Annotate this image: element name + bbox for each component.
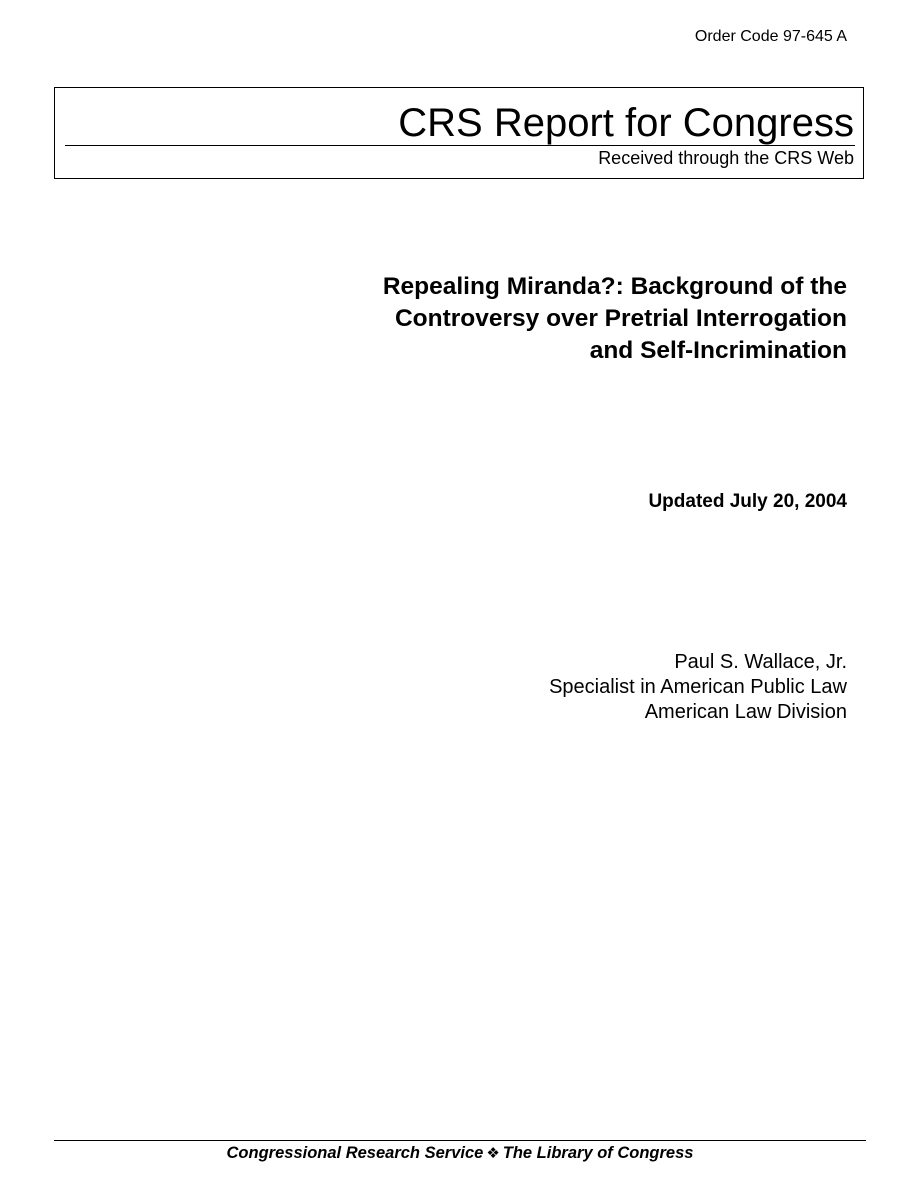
report-series-title: CRS Report for Congress xyxy=(398,101,854,145)
report-title-line: Repealing Miranda?: Background of the xyxy=(382,273,847,300)
order-code: Order Code 97-645 A xyxy=(694,28,847,45)
footer-library: The Library of Congress xyxy=(502,1144,694,1162)
diamond-icon: ❖ xyxy=(486,1145,500,1162)
report-title xyxy=(383,271,847,367)
report-title-line: Controversy over Pretrial Interrogation xyxy=(394,305,847,332)
report-title-line: and Self-Incrimination xyxy=(589,337,847,364)
report-series-subtitle: Received through the CRS Web xyxy=(598,148,854,168)
author-block xyxy=(549,650,847,725)
footer-publisher: Congressional Research Service xyxy=(226,1144,484,1162)
header-divider xyxy=(65,145,855,146)
author-name: Paul S. Wallace, Jr. xyxy=(674,651,847,673)
author-position: Specialist in American Public Law xyxy=(549,676,847,698)
footer xyxy=(0,1143,920,1164)
author-division: American Law Division xyxy=(644,701,847,723)
footer-divider xyxy=(54,1140,866,1141)
updated-date: Updated July 20, 2004 xyxy=(648,491,847,512)
report-header-box xyxy=(54,87,864,179)
